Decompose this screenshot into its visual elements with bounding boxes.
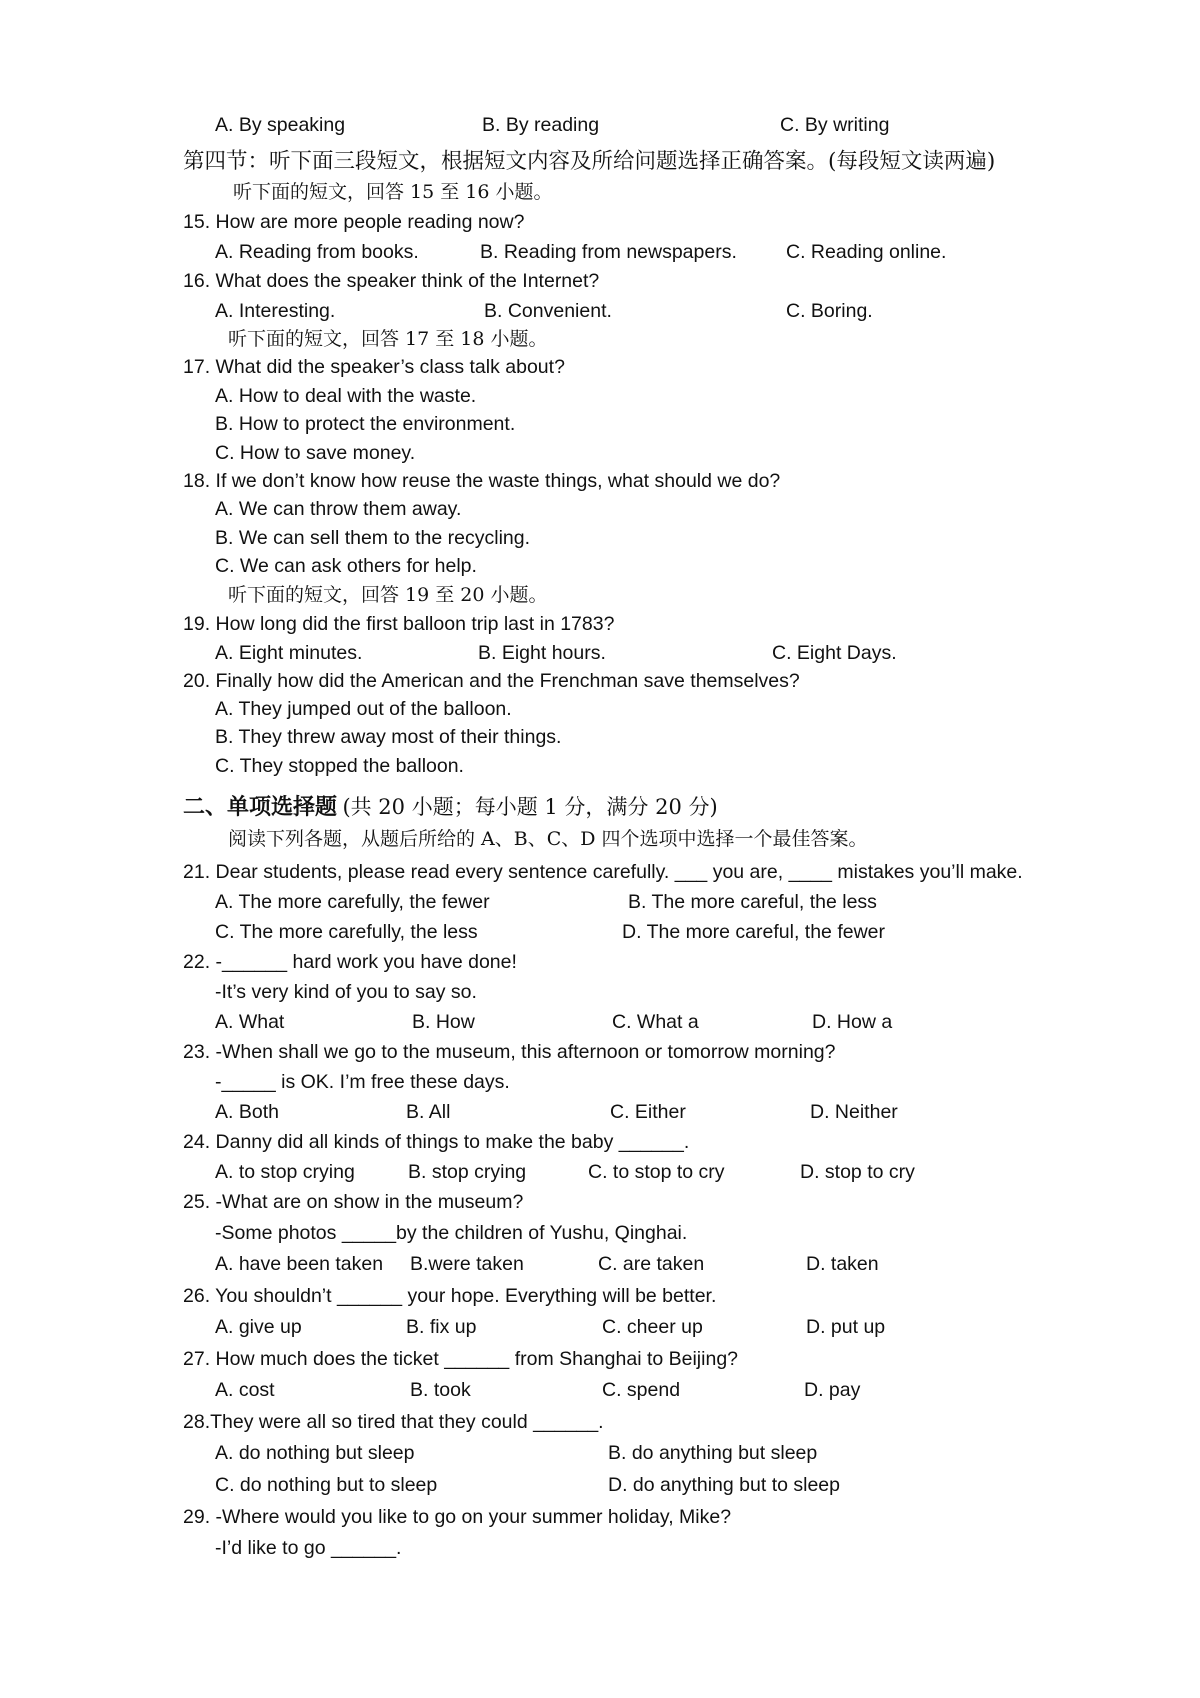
q17-option-a: A. How to deal with the waste. — [215, 385, 477, 407]
q21-option-a: A. The more carefully, the fewer — [215, 891, 490, 913]
q28-option-c: C. do nothing but to sleep — [215, 1474, 438, 1496]
q24-question: 24. Danny did all kinds of things to make the baby ______. — [183, 1131, 690, 1153]
q20-option-c: C. They stopped the balloon. — [215, 755, 464, 777]
section4-passage2-instruction: 听下面的短文，回答 17 至 18 小题。 — [228, 328, 548, 350]
q23-question: 23. -When shall we go to the museum, this afternoon or tomorrow morning? — [183, 1041, 836, 1063]
q25-option-b: B.were taken — [410, 1253, 524, 1275]
q16-option-a: A. Interesting. — [215, 300, 336, 322]
q28-option-d: D. do anything but to sleep — [608, 1474, 840, 1496]
q25-option-c: C. are taken — [598, 1253, 705, 1275]
q26-question: 26. You shouldn’t ______ your hope. Everything will be better. — [183, 1285, 717, 1307]
q29-question: 29. -Where would you like to go on your summer holiday, Mike? — [183, 1506, 732, 1528]
q26-option-b: B. fix up — [406, 1316, 477, 1338]
q21-option-d: D. The more careful, the fewer — [622, 921, 886, 943]
section4-passage1-instruction: 听下面的短文，回答 15 至 16 小题。 — [233, 181, 553, 203]
q22-option-c: C. What a — [612, 1011, 699, 1033]
q22-question: 22. -______ hard work you have done! — [183, 951, 517, 973]
q15-option-a: A. Reading from books. — [215, 241, 419, 263]
q19-option-b: B. Eight hours. — [478, 642, 606, 664]
q14-option-a: A. By speaking — [215, 114, 346, 136]
q28-question: 28.They were all so tired that they could ______. — [183, 1411, 604, 1433]
q20-option-a: A. They jumped out of the balloon. — [215, 698, 512, 720]
q18-option-c: C. We can ask others for help. — [215, 555, 477, 577]
q23-option-c: C. Either — [610, 1101, 686, 1123]
section4-passage3-instruction: 听下面的短文，回答 19 至 20 小题。 — [228, 584, 548, 606]
q28-option-a: A. do nothing but sleep — [215, 1442, 415, 1464]
part2-heading — [183, 793, 718, 822]
part2-instruction: 阅读下列各题，从题后所给的 A、B、C、D 四个选项中选择一个最佳答案。 — [228, 828, 868, 850]
q24-option-a: A. to stop crying — [215, 1161, 355, 1183]
q15-option-b: B. Reading from newspapers. — [480, 241, 737, 263]
q22-reply: -It’s very kind of you to say so. — [215, 981, 477, 1003]
q19-option-c: C. Eight Days. — [772, 642, 897, 664]
q19-option-a: A. Eight minutes. — [215, 642, 363, 664]
q26-option-a: A. give up — [215, 1316, 302, 1338]
q24-option-b: B. stop crying — [408, 1161, 527, 1183]
q17-question: 17. What did the speaker’s class talk about? — [183, 356, 565, 378]
q18-option-b: B. We can sell them to the recycling. — [215, 527, 531, 549]
q19-question: 19. How long did the first balloon trip last in 1783? — [183, 613, 615, 635]
q27-option-d: D. pay — [804, 1379, 861, 1401]
q18-option-a: A. We can throw them away. — [215, 498, 462, 520]
q25-question: 25. -What are on show in the museum? — [183, 1191, 524, 1213]
q23-option-a: A. Both — [215, 1101, 279, 1123]
q20-option-b: B. They threw away most of their things. — [215, 726, 562, 748]
q23-option-d: D. Neither — [810, 1101, 898, 1123]
q27-option-a: A. cost — [215, 1379, 275, 1401]
q26-option-c: C. cheer up — [602, 1316, 703, 1338]
q22-option-b: B. How — [412, 1011, 475, 1033]
q20-question: 20. Finally how did the American and the Frenchman save themselves? — [183, 670, 800, 692]
q25-reply: -Some photos _____by the children of Yushu, Qinghai. — [215, 1222, 688, 1244]
q24-option-c: C. to stop to cry — [588, 1161, 725, 1183]
q16-option-b: B. Convenient. — [484, 300, 612, 322]
q21-option-c: C. The more carefully, the less — [215, 921, 478, 943]
q15-question: 15. How are more people reading now? — [183, 211, 525, 233]
q24-option-d: D. stop to cry — [800, 1161, 915, 1183]
q23-reply: -_____ is OK. I’m free these days. — [215, 1071, 510, 1093]
q25-option-a: A. have been taken — [215, 1253, 384, 1275]
q27-question: 27. How much does the ticket ______ from Shanghai to Beijing? — [183, 1348, 739, 1370]
q14-option-c: C. By writing — [780, 114, 890, 136]
q22-option-a: A. What — [215, 1011, 285, 1033]
section4-title: 第四节：听下面三段短文，根据短文内容及所给问题选择正确答案。(每段短文读两遍) — [183, 149, 996, 174]
q27-option-b: B. took — [410, 1379, 471, 1401]
q14-option-b: B. By reading — [482, 114, 600, 136]
q16-option-c: C. Boring. — [786, 300, 873, 322]
q16-question: 16. What does the speaker think of the Internet? — [183, 270, 600, 292]
q21-option-b: B. The more careful, the less — [628, 891, 877, 913]
q28-option-b: B. do anything but sleep — [608, 1442, 818, 1464]
q22-option-d: D. How a — [812, 1011, 893, 1033]
q17-option-c: C. How to save money. — [215, 442, 416, 464]
q21-question: 21. Dear students, please read every sentence carefully. ___ you are, ____ mistakes you’ll make. — [183, 861, 1023, 883]
q26-option-d: D. put up — [806, 1316, 886, 1338]
part2-heading-scoring: (共 20 小题；每小题 1 分，满分 20 分) — [342, 795, 718, 819]
q27-option-c: C. spend — [602, 1379, 681, 1401]
q18-question: 18. If we don’t know how reuse the waste things, what should we do? — [183, 470, 781, 492]
q23-option-b: B. All — [406, 1101, 451, 1123]
q25-option-d: D. taken — [806, 1253, 879, 1275]
q15-option-c: C. Reading online. — [786, 241, 947, 263]
q17-option-b: B. How to protect the environment. — [215, 413, 516, 435]
q29-reply: -I’d like to go ______. — [215, 1537, 402, 1559]
part2-heading-title: 二、单项选择题 — [183, 795, 338, 820]
